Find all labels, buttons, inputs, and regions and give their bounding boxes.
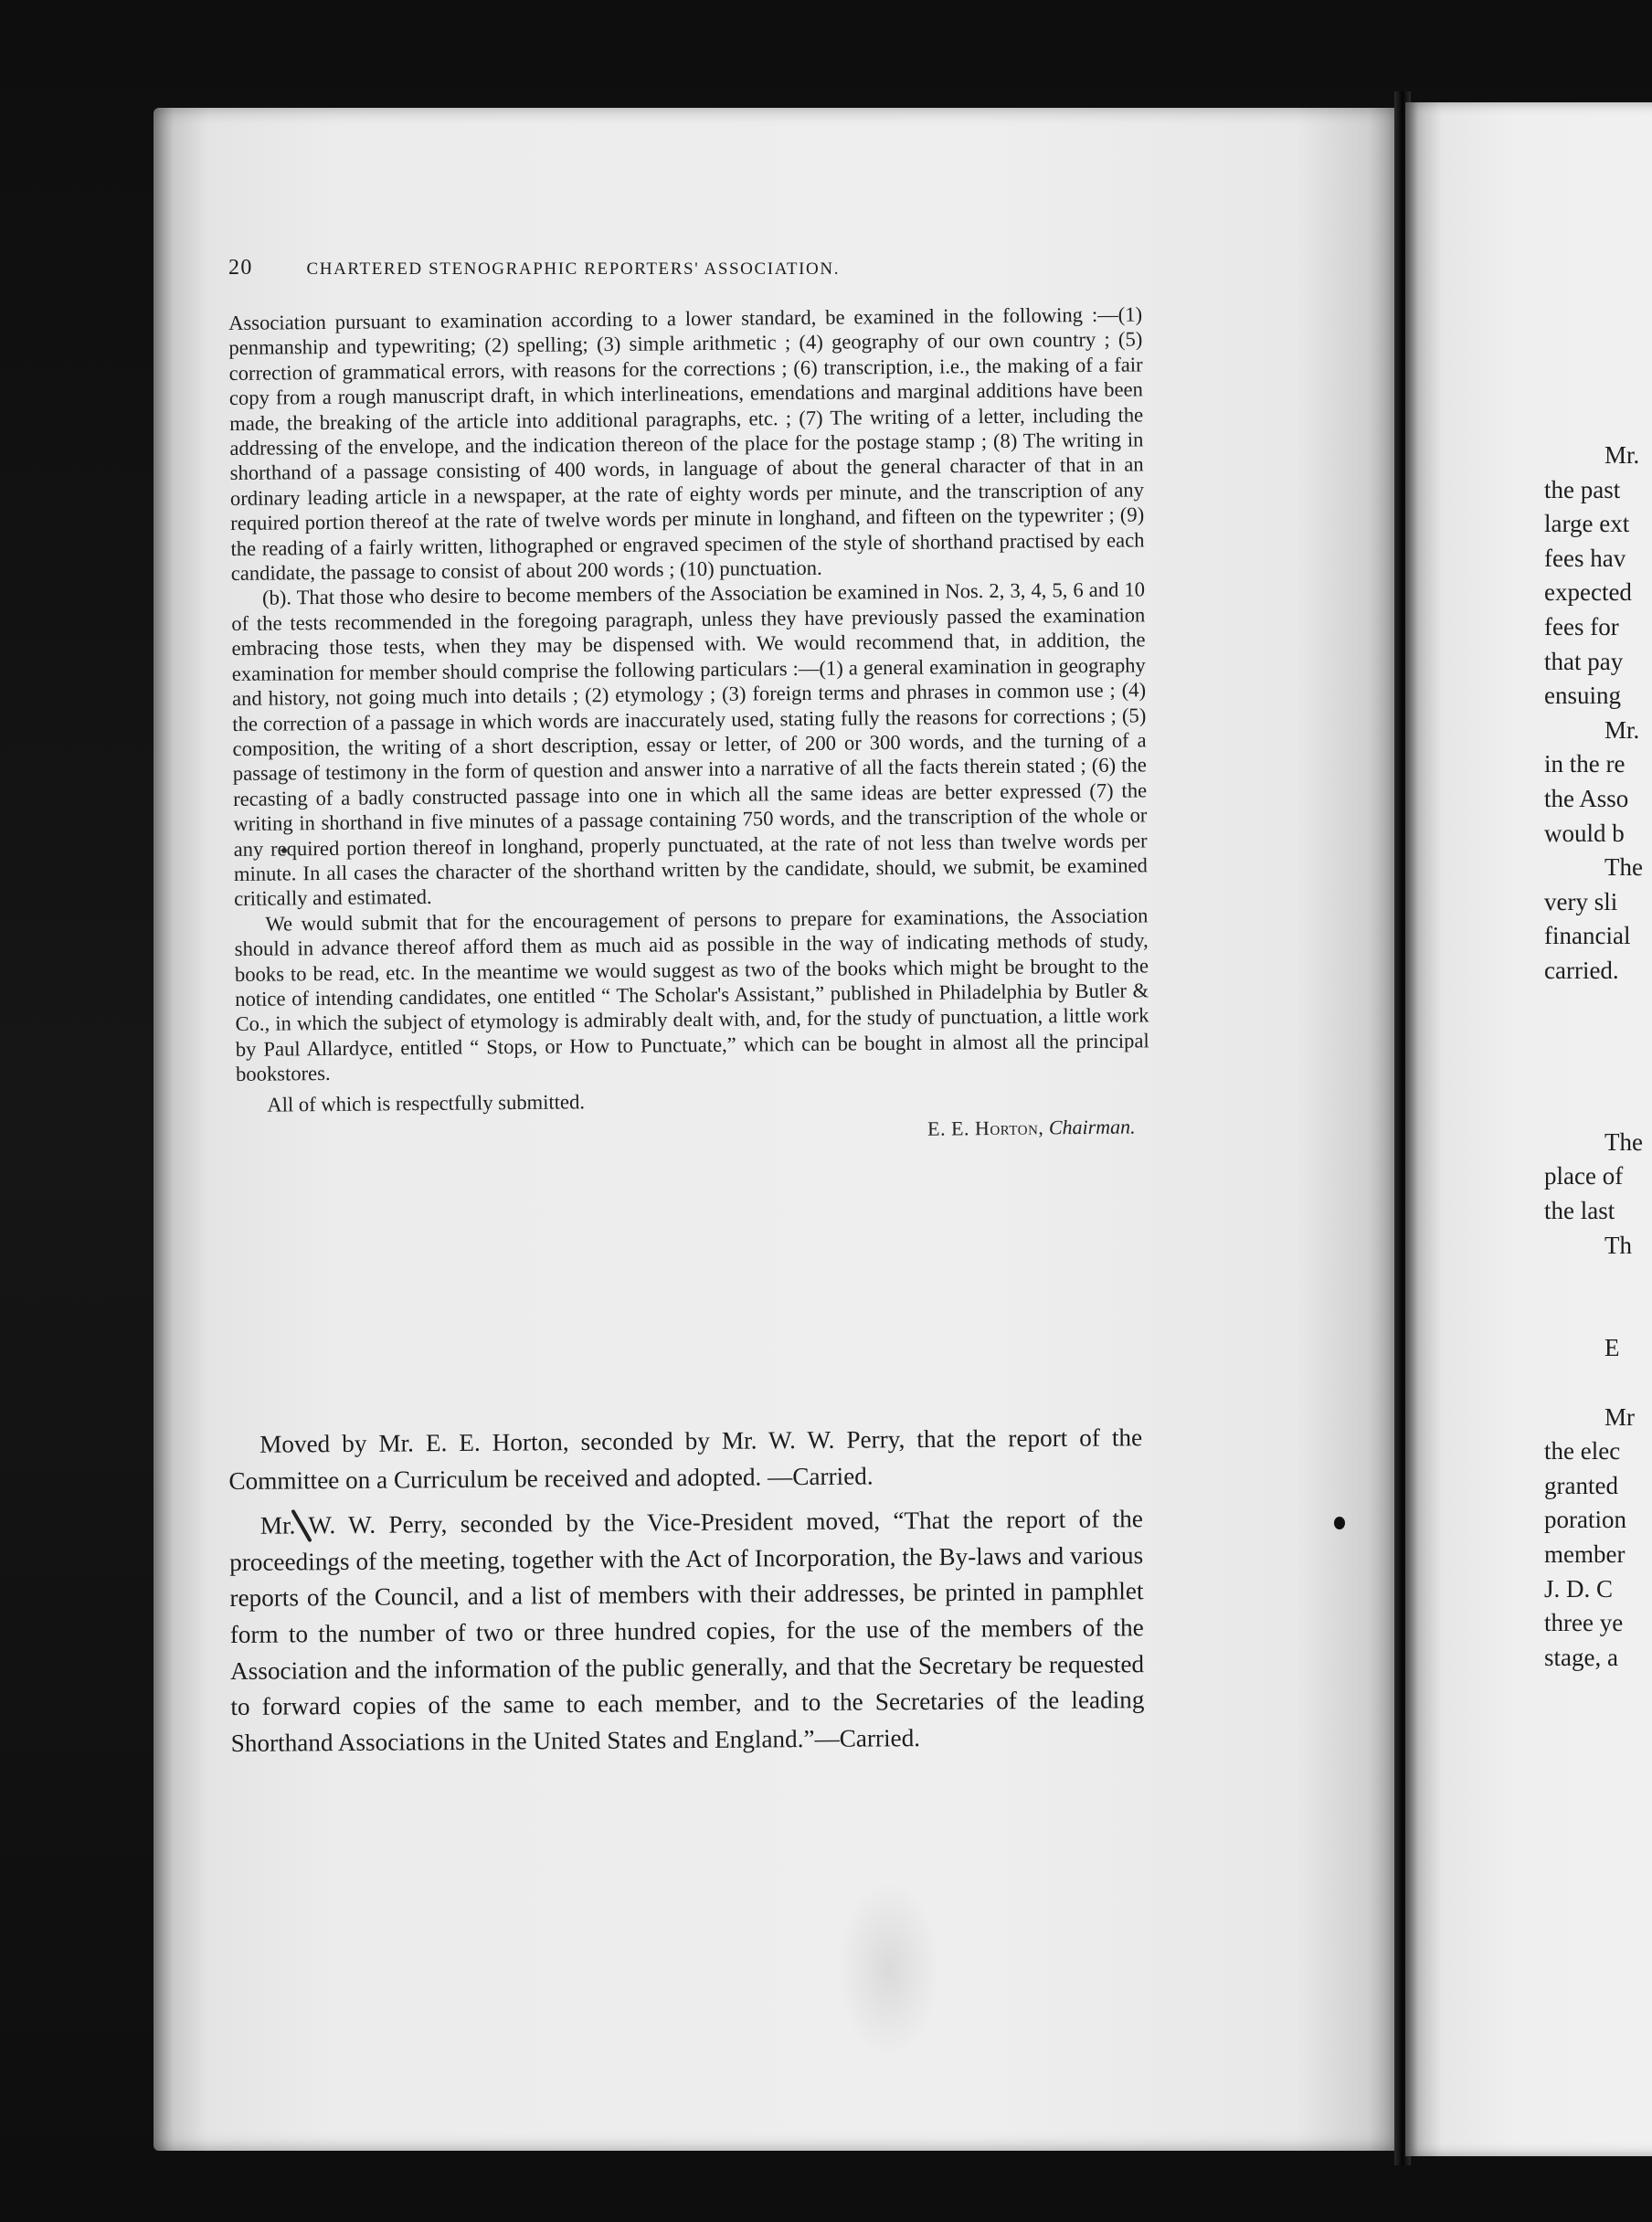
facing-line: member [1544,1540,1626,1568]
report-paragraph: (b). That those who desire to become members of the Association be examined in Nos. 2, 3, 4, 5, 6 and 10 of the tests recommended in the foregoing paragraph, unless they have previously passed the examination embracing those tests, when they may be dispensed with. We would recommend that, in addition, the examination for member should comprise the following particulars :—(1) a general examination in geography and history, not going much into details ; (2) etymology ; (3) foreign terms and phrases in common use ; (4) the correction of a passage in which words are inaccurately used, stating fully the reasons for corrections ; (5) composition, the writing of a short description, essay or letter, of 200 or 300 words, and the turning of a passage of testimony in the form of question and answer into a narrative of all the facts therein stated ; (6) the recasting of a badly constructed passage into one in which all the same ideas are better expressed (7) the writing in shorthand in five minutes of a passage containing 750 words, and the transcription of the whole or any required portion thereof in longhand, properly punctuated, at the rate of not less than twelve words per minute. In all cases the character of the shorthand written by the candidate, should, we submit, be examined critically and estimated. [231,577,1148,911]
facing-line: the last [1544,1197,1615,1225]
report-body [228,302,1150,1148]
report-paragraph: We would submit that for the encouragement of persons to prepare for examinations, the Association should in advance thereof afford them as much aid as possible in the way of indicating methods of study, books to be read, etc. In the meantime we would suggest as two of the books which might be brought to the notice of intending candidates, one entitled “ The Scholar's Assistant,” published in Philadelphia by Butler & Co., in which the subject of etymology is admirably dealt with, and, for the study of punctuation, a little work by Paul Allardyce, entitled “ Stops, or How to Punctuate,” which can be bought in almost all the principal bookstores. [234,904,1149,1086]
report-paragraph: Association pursuant to examination according to a lower standard, be examined in the following :—(1) penmanship and typewriting; (2) spelling; (3) simple arithmetic ; (4) geography of our own country ; (5) correction of grammatical errors, with reasons for the corrections ; (6) transcription, i.e., the making of a fair copy from a rough manuscript draft, in which interlineations, emendations and marginal additions have been made, the breaking of the article into additional paragraphs, etc. ; (7) The writing of a letter, including the addressing of the envelope, and the indication thereon of the place for the postage stamp ; (8) The writing in shorthand of a passage consisting of 400 words, in language of about the general character of that in an ordinary leading article in a newspaper, at the rate of eighty words per minute, and the transcription of any required portion thereof at the rate of twelve words per minute in longhand, and fifteen on the typewriter ; (9) the reading of a fairly written, lithographed or engraved specimen of the style of shorthand practised by each candidate, the passage to consist of about 200 words ; (10) punctuation. [228,302,1145,586]
facing-line: fees for [1544,612,1619,640]
facing-line: in the re [1544,750,1626,778]
facing-line [1544,1366,1652,1401]
running-title: CHARTERED STENOGRAPHIC REPORTERS' ASSOCIATION. [306,259,841,279]
facing-line: place of [1544,1162,1624,1190]
facing-line: three ye [1544,1609,1624,1637]
facing-line: Mr [1604,1402,1635,1431]
facing-line: large ext [1544,510,1630,538]
facing-line [1544,1263,1652,1297]
facing-line [1544,1057,1652,1092]
facing-line: ensuing [1544,682,1621,710]
facing-line: the Asso [1544,784,1629,812]
facing-line [1544,989,1652,1023]
facing-line: poration [1544,1506,1626,1534]
facing-line: very sli [1544,887,1618,915]
facing-line: stage, a [1544,1643,1618,1671]
facing-line: would b [1544,819,1625,847]
facing-line: that pay [1544,647,1624,675]
facing-line [1544,1091,1652,1126]
facing-line: The [1604,853,1643,882]
facing-line [1544,1022,1652,1057]
facing-line: E [1604,1334,1620,1362]
facing-line: financial [1544,922,1631,950]
facing-page-text [1544,439,1652,1675]
closing-line: All of which is respectfully submitted. [267,1089,586,1116]
page-number: 20 [228,256,253,280]
facing-line: Mr. [1604,441,1640,469]
paper-stain [839,1882,939,2056]
facing-line: expected [1544,578,1632,607]
facing-line: the past [1544,475,1621,503]
facing-line: The [1604,1127,1643,1156]
facing-line: J. D. C [1544,1574,1614,1603]
facing-line: the elec [1544,1437,1621,1465]
facing-line: granted [1544,1471,1618,1499]
facing-line: Mr. [1604,715,1640,744]
facing-line [1544,1297,1652,1332]
minutes-body [228,1420,1145,1771]
running-header [228,256,1142,280]
facing-line: carried. [1544,956,1619,984]
signature-name: E. E. Horton, [927,1116,1044,1140]
facing-line: Th [1604,1231,1632,1259]
minutes-paragraph: Mr. W. W. Perry, seconded by the Vice-President moved, “That the report of the proceedings of the meeting, together with the Act of Incorporation, the By-laws and various reports of the Council, and a list of members with their addresses, be printed in pamphlet form to the number of two or three hundred copies, for the use of the members of the Association and the information of the public generally, and that the Secretary be requested to forward copies of the same to each member, and to the Secretaries of the leading Shorthand Associations in the United States and England.”—Carried. [229,1505,1145,1757]
ink-speck [1334,1517,1345,1529]
facing-line: fees hav [1544,544,1626,572]
minutes-paragraph: Moved by Mr. E. E. Horton, seconded by Mr. W. W. Perry, that the report of the Committee on a Curriculum be received and adopted. —Carried. [228,1423,1143,1495]
signature-role: Chairman. [1048,1115,1136,1139]
